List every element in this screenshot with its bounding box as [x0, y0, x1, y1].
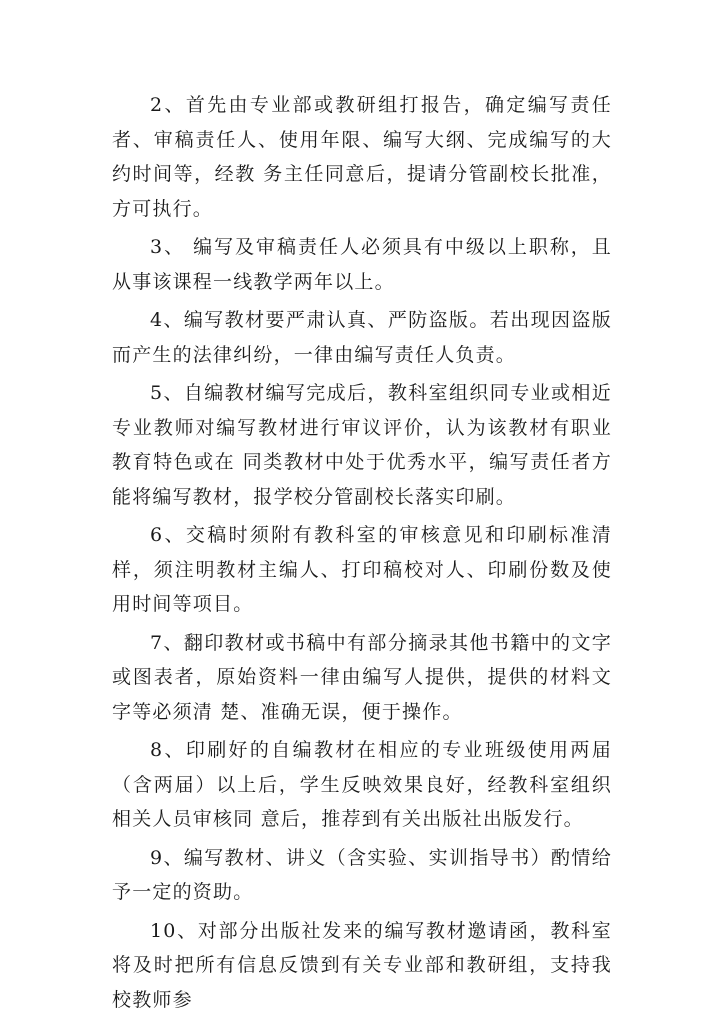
- paragraph-item-10: 10、对部分出版社发来的编写教材邀请函，教科室将及时把所有信息反馈到有关专业部和教研组，支持我校教师参: [112, 919, 612, 1011]
- paragraph-item-8: 8、印刷好的自编教材在相应的专业班级使用两届（含两届）以上后，学生反映效果良好，经教科室组织相关人员审核同 意后，推荐到有关出版社出版发行。: [112, 739, 612, 830]
- paragraph-item-4: 4、编写教材要严肃认真、严防盗版。若出现因盗版而产生的法律纠纷，一律由编写责任人负责。: [112, 309, 612, 366]
- paragraph-item-2: 2、首先由专业部或教研组打报告，确定编写责任者、审稿责任人、使用年限、编写大纲、完成编写的大约时间等，经教 务主任同意后，提请分管副校长批准，方可执行。: [112, 94, 612, 220]
- paragraph-item-9: 9、编写教材、讲义（含实验、实训指导书）酌情给予一定的资助。: [112, 846, 612, 903]
- document-page: [112, 88, 612, 1021]
- paragraph-item-3: 3、 编写及审稿责任人必须具有中级以上职称，且从事该课程一线教学两年以上。: [112, 236, 612, 293]
- paragraph-item-6: 6、交稿时须附有教科室的审核意见和印刷标准清样，须注明教材主编人、打印稿校对人、印刷份数及使用时间等项目。: [112, 524, 612, 615]
- paragraph-item-7: 7、翻印教材或书稿中有部分摘录其他书籍中的文字或图表者，原始资料一律由编写人提供，提供的材料文字等必须清 楚、准确无误，便于操作。: [112, 631, 612, 723]
- paragraph-item-5: 5、自编教材编写完成后，教科室组织同专业或相近专业教师对编写教材进行审议评价，认为该教材有职业教育特色或在 同类教材中处于优秀水平，编写责任者方能将编写教材，报学校分管副校长落实印刷。: [112, 382, 612, 508]
